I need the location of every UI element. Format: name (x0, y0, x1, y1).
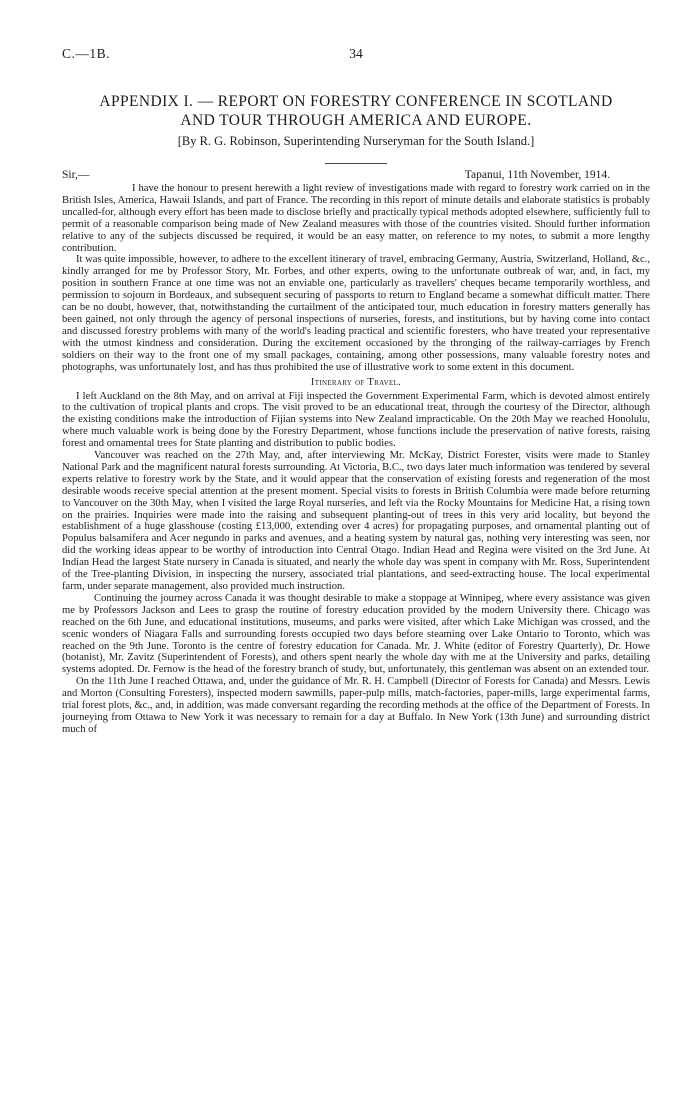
paragraph-canada-west: Vancouver was reached on the 27th May, and, after interviewing Mr. McKay, District Forester, visits were made to Stanley National Park and the magnificent natural forests surrounding. At Victoria, B.C., two days later much information was tendered by several experts relative to forestry work by the State, and it would appear that the conservation of existing forests and regeneration of the most desirable woods receive special attention at the present moment. Special visits to forests in British Columbia were made before returning to Vancouver on the 30th May, when I visited the large Royal nurseries, and left via the Rocky Mountains for Medicine Hat, a rising town on the prairies. Inquiries were made into the raising and subsequent planting-out of trees in this very arid locality, but beyond the establishment of a huge glasshouse (costing £13,000, extending over 4 acres) for propagating purposes, and ornamental planting out of Populus balsamifera and Acer negundo in parks and avenues, and a heating system by natural gas, nothing very interesting was seen, nor did the working ideas appear to be worthy of introduction into Central Otago. Indian Head and Regina were visited on the 3rd June. At Indian Head the largest State nursery in Canada is situated, and nearly the whole day was spent in company with Mr. Ross, Superintendent of the Tree-planting Division, in inspecting the nursery, associated trial plantations, and seed-extracting house. The local experimental farm, under separate management, also provided much instruction. (62, 450, 650, 592)
section-heading: Itinerary of Travel. (310, 376, 402, 388)
paragraph-ottawa: On the 11th June I reached Ottawa, and, under the guidance of Mr. R. H. Campbell (Director of Forests for Canada) and Messrs. Lewis and Morton (Consulting Foresters), inspected modern sawmills, paper-pulp mills, match-factories, paper-mills, large experimental farms, trial forest plots, &c., and, in addition, was made conversant regarding the recording methods at the office of the Department of Forests. In journeying from Ottawa to New York it was necessary to remain for a day at Buffalo. In New York (13th June) and surrounding district much of (62, 676, 650, 735)
document-page (62, 46, 650, 736)
paragraph-canada-east: Continuing the journey across Canada it was thought desirable to make a stoppage at Winnipeg, where every assistance was given me by Professors Jackson and Lees to grasp the routine of forestry education provided by the modern University there. Chicago was reached on the 6th June, and educational institutions, museums, and parks were visited, after which Lake Michigan was crossed, and the scenic wonders of Niagara Falls and surrounding forests occupied two days before steaming over Lake Ontario to Toronto, which was reached on the 9th June. Toronto is the centre of forestry education for Canada. Mr. J. White (editor of Forestry Quarterly), Dr. Howe (botanist), Mr. Zavitz (Superintendent of Forests), and others spent nearly the whole day with me at the University and parks, detailing systems adopted. Dr. Fernow is the head of the forestry branch of study, but, unfortunately, this gentleman was absent on an extended tour. (62, 592, 650, 676)
title-line-1: APPENDIX I. — REPORT ON FORESTRY CONFERENCE IN SCOTLAND (99, 93, 613, 110)
author-byline: [By R. G. Robinson, Superintending Nurseryman for the South Island.] (177, 134, 535, 148)
page-number: 34 (349, 46, 363, 61)
letter-date: Tapanui, 11th November, 1914. (464, 169, 610, 181)
letter-dateline (62, 169, 650, 183)
title-line-2: AND TOUR THROUGH AMERICA AND EUROPE. (180, 112, 532, 129)
paragraph-fiji-honolulu: I left Auckland on the 8th May, and on arrival at Fiji inspected the Government Experimental Farm, which is devoted almost entirely to the cultivation of tropical plants and crops. The visit proved to be an educational treat, through the courtesy of the Director, although the existing conditions make the introduction of Fijian systems into New Zealand impracticable. On the 20th May we reached Honolulu, where much valuable work is being done by the Forestry Department, whose functions include the preservation of native forests, raising forest and ornamental trees for State planting and distribution to public bodies. (62, 390, 650, 450)
salutation: Sir,— (62, 169, 90, 181)
appendix-title (62, 92, 650, 130)
paragraph-itinerary-change: It was quite impossible, however, to adhere to the excellent itinerary of travel, embracing Germany, Austria, Switzerland, Holland, &c., kindly arranged for me by Professor Story, Mr. Forbes, and other experts, owing to the unfortunate outbreak of war, and, in fact, my position in southern France at one time was not an enviable one, particularly as travellers' cheques became temporarily worthless, and permission to sojourn in Bordeaux, and subsequent securing of passports to return to England became a somewhat difficult matter. There can be no doubt, however, that, notwithstanding the curtailment of the anticipated tour, much education in forestry matters generally has been gained, not only through the agency of personal inspections of nurseries, forests, and institutions, but by having come into contact and discussed forestry problems with many of the world's leading practical and scientific foresters, who have treated your representative with the utmost kindness and consideration. During the excitement occasioned by the thronging of the railway-carriages by French soldiers on their way to the front one of my small packages, containing, among other possessions, many valuable forestry notes and photographs, was unfortunately lost, and has thus prohibited the use of illustrative work to some extent in this document. (62, 254, 651, 373)
document-reference: C.—1B. (62, 46, 111, 61)
paragraph-intro: I have the honour to present herewith a light review of investigations made with regard to forestry work carried on in the British Isles, America, Hawaii Islands, and part of France. The recording in this report of minute details and elaborate statistics is probably uncalled-for, although every effort has been made to disclose briefly and practically typical methods adopted elsewhere, sufficiently full to permit of a reasonable comparison being made of New Zealand measures with those of the countries visited. Should further information relative to any of the subjects discussed be required, it would be an easy matter, on reference to my notes, to submit a more lengthy contribution. (62, 183, 650, 254)
page-header (62, 46, 650, 66)
title-divider (325, 163, 387, 164)
